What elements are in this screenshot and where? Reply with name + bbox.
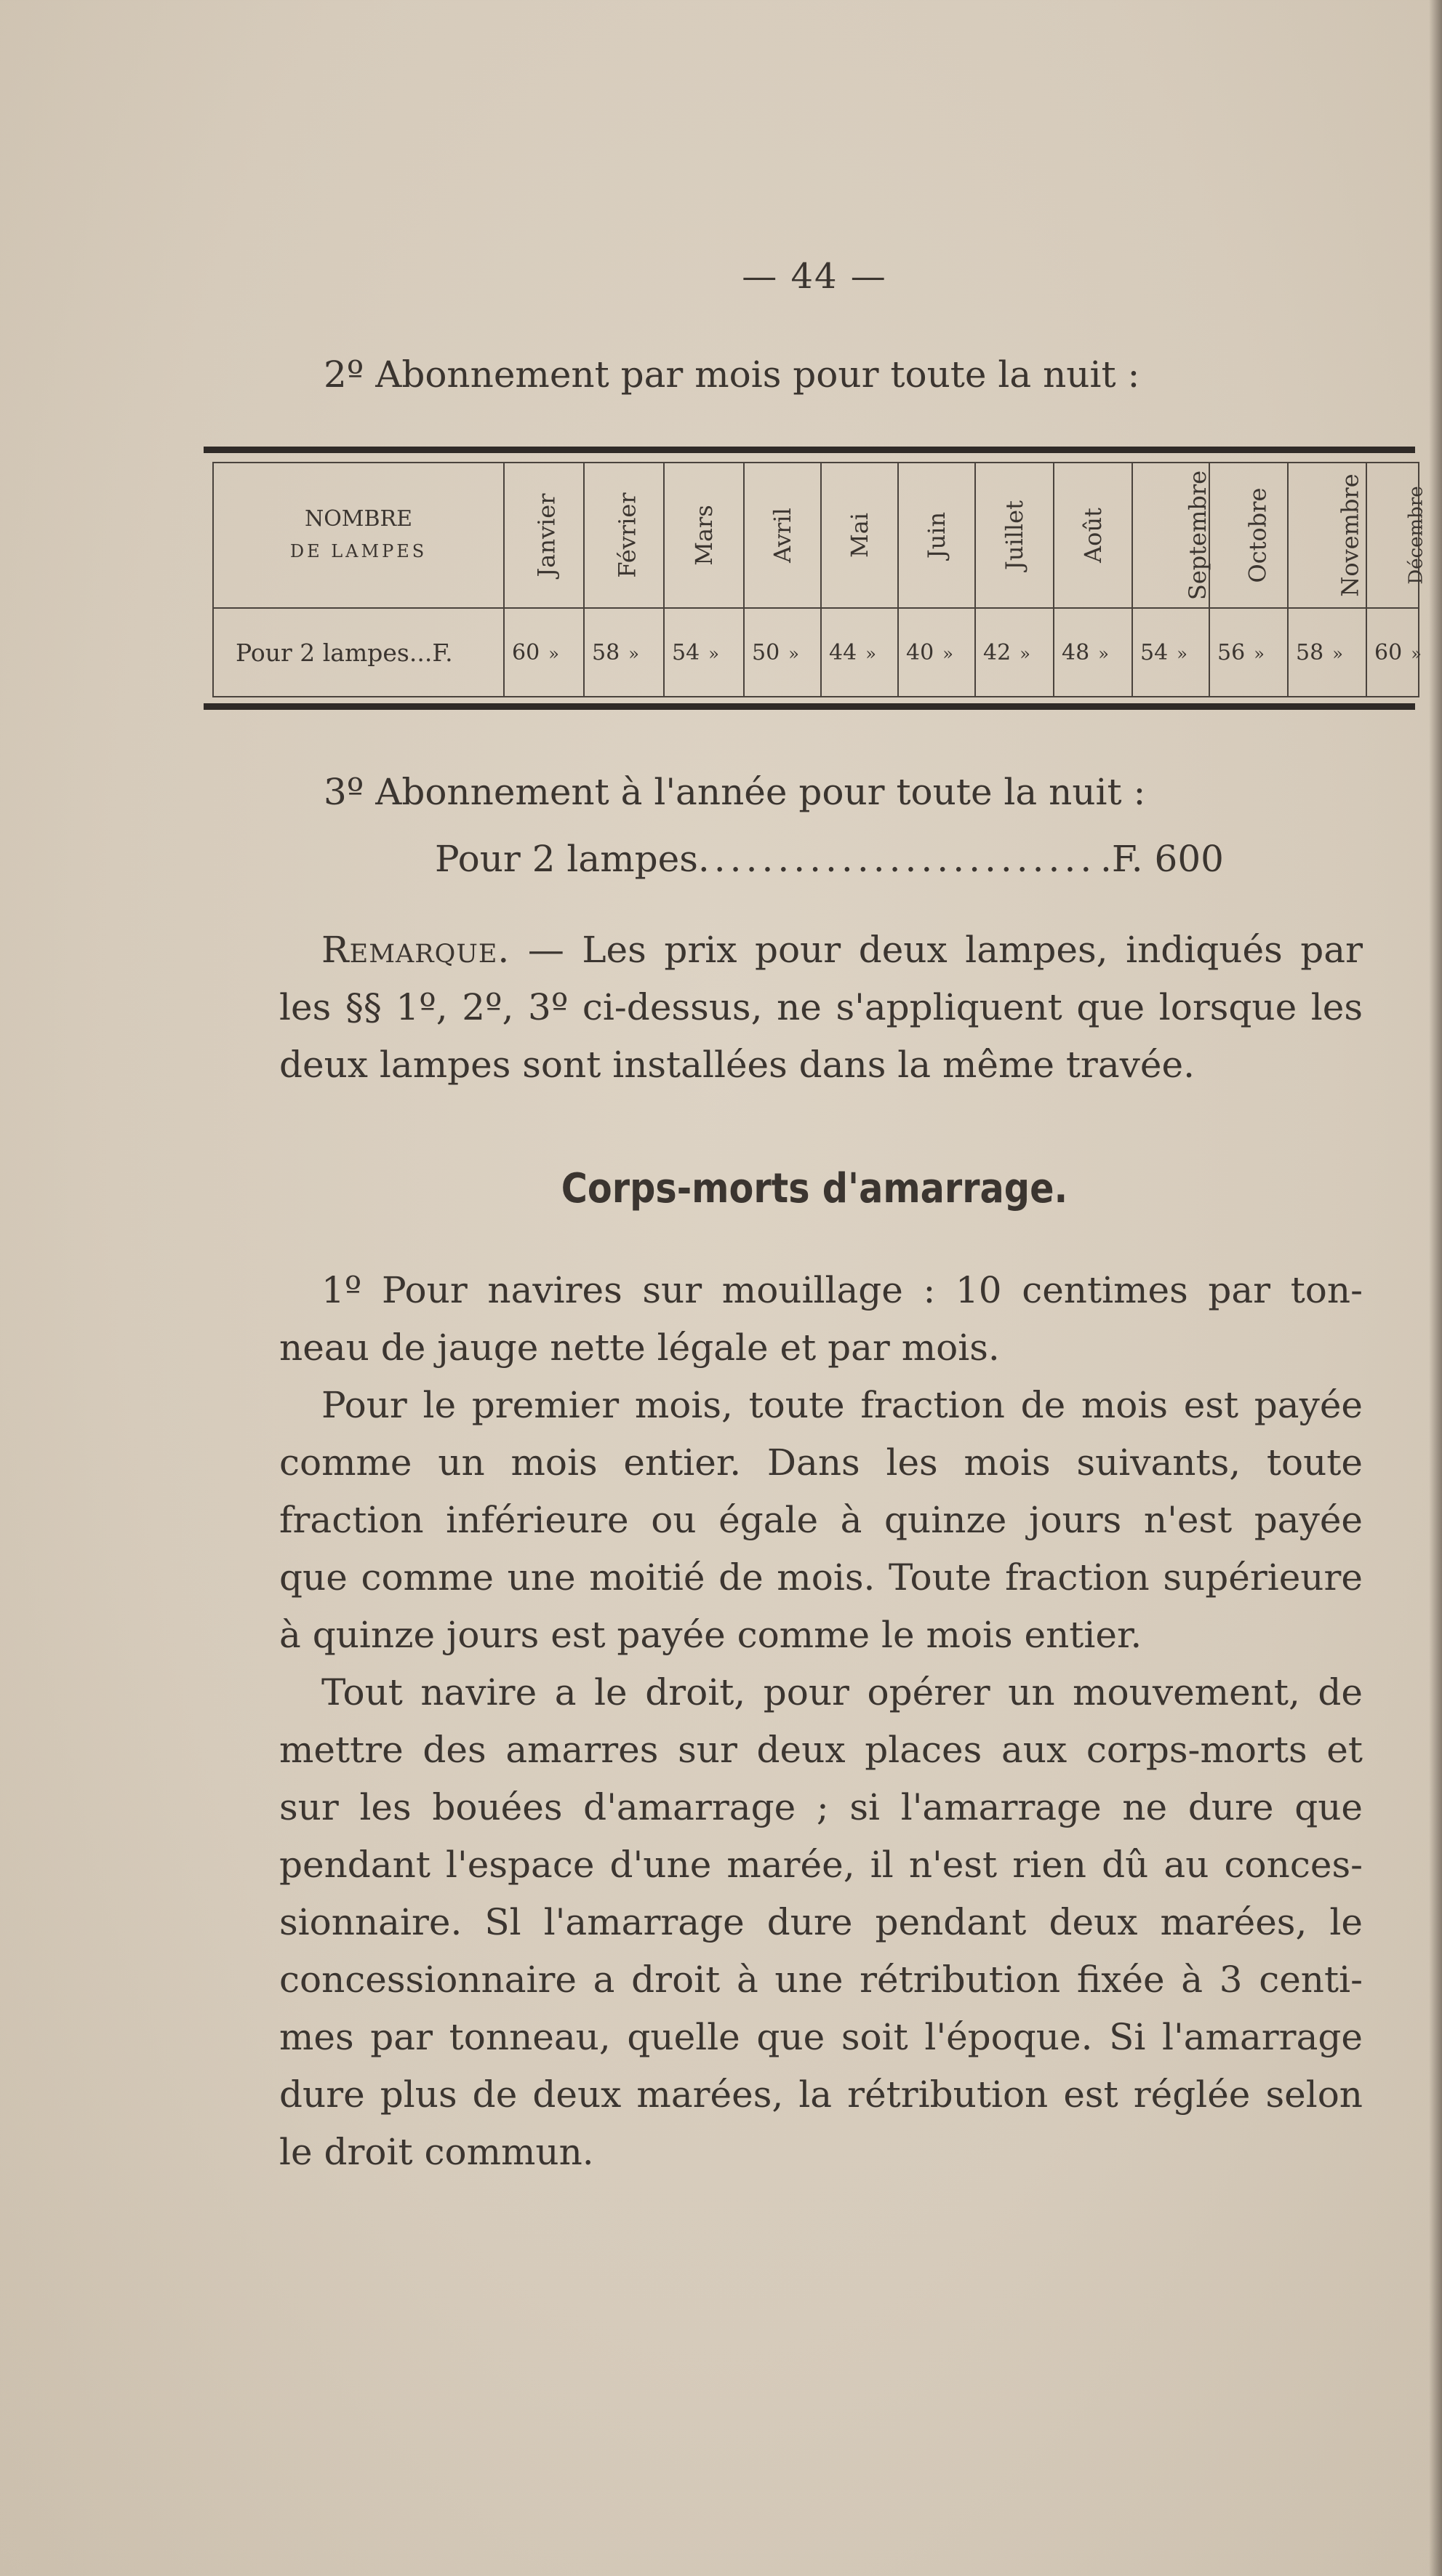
monthly-rate-table <box>204 447 1427 710</box>
table-cell: 58 » <box>1288 608 1366 697</box>
month-header: Septembre <box>1132 463 1209 608</box>
table-cell: 42 » <box>975 608 1054 697</box>
month-header: Avril <box>744 463 821 608</box>
header-label-line2: DE LAMPES <box>289 541 428 561</box>
page-edge-shadow <box>1429 0 1442 2576</box>
table-row-label: Pour 2 lampes...F. <box>213 608 504 697</box>
dot-leader <box>698 838 1096 880</box>
month-header: Juillet <box>975 463 1054 608</box>
month-header: Août <box>1054 463 1132 608</box>
annual-total-amount: .F. 600 <box>1099 838 1224 880</box>
section-3-title: 3º Abonnement à l'année pour toute la nuit : <box>324 771 1146 813</box>
month-header: Novembre <box>1288 463 1366 608</box>
table-cell: 60 » <box>1366 608 1419 697</box>
paragraph-3: Tout navire a le droit, pour opérer un mouvement, de mettre des amarres sur deux places aux corps-morts et sur les bouées d'amarrage ; si l'amarrage ne dure que pendant l'espace d'une marée, il n'est rien dû au conces- sionnaire. Sl l'amarrage dure pendant deux marées, le concessionnaire a droit à une rétribution fixée à 3 centi- mes par tonneau, quelle que soit l'époque. Si l'amarrage dure plus de deux marées, la rétribution est réglée selon le droit commun. <box>279 1671 1363 2173</box>
remark-label: Remarque. <box>321 929 510 971</box>
table-cell: 56 » <box>1209 608 1288 697</box>
header-label-line1: NOMBRE <box>304 506 413 532</box>
table-cell: 48 » <box>1054 608 1132 697</box>
month-header: Mars <box>664 463 744 608</box>
paragraph-2: Pour le premier mois, toute fraction de mois est payée comme un mois entier. Dans les mois suivants, toute fraction inférieure ou égale à quinze jours n'est payée que comme une moitié de mois. Toute fraction supérieure à quinze jours est payée comme le mois entier. <box>279 1384 1363 1656</box>
remark-paragraph: Remarque. — Les prix pour deux lampes, indiqués par les §§ 1º, 2º, 3º ci-dessus, ne s'appliquent que lorsque les deux lampes sont installées dans la même travée. <box>279 929 1363 1086</box>
month-header: Janvier <box>504 463 584 608</box>
annual-total-line <box>435 838 1224 880</box>
table-header-label <box>213 463 504 608</box>
table-cell: 40 » <box>898 608 975 697</box>
table-cell: 54 » <box>1132 608 1209 697</box>
table-cell: 44 » <box>821 608 898 697</box>
table-cell: 60 » <box>504 608 584 697</box>
month-header: Décembre <box>1366 463 1419 608</box>
month-header: Octobre <box>1209 463 1288 608</box>
month-header: Mai <box>821 463 898 608</box>
section-heading: Corps-morts d'amarrage. <box>561 1165 1068 1212</box>
annual-total-label: Pour 2 lampes <box>435 838 698 880</box>
paragraph-1: 1º Pour navires sur mouillage : 10 centimes par ton- neau de jauge nette légale et par mois. <box>279 1269 1363 1369</box>
page-number: — 44 — <box>742 256 887 297</box>
month-header: Juin <box>898 463 975 608</box>
table-cell: 54 » <box>664 608 744 697</box>
table-cell: 58 » <box>584 608 664 697</box>
table-cell: 50 » <box>744 608 821 697</box>
section-2-title: 2º Abonnement par mois pour toute la nuit : <box>324 353 1140 396</box>
month-header: Février <box>584 463 664 608</box>
